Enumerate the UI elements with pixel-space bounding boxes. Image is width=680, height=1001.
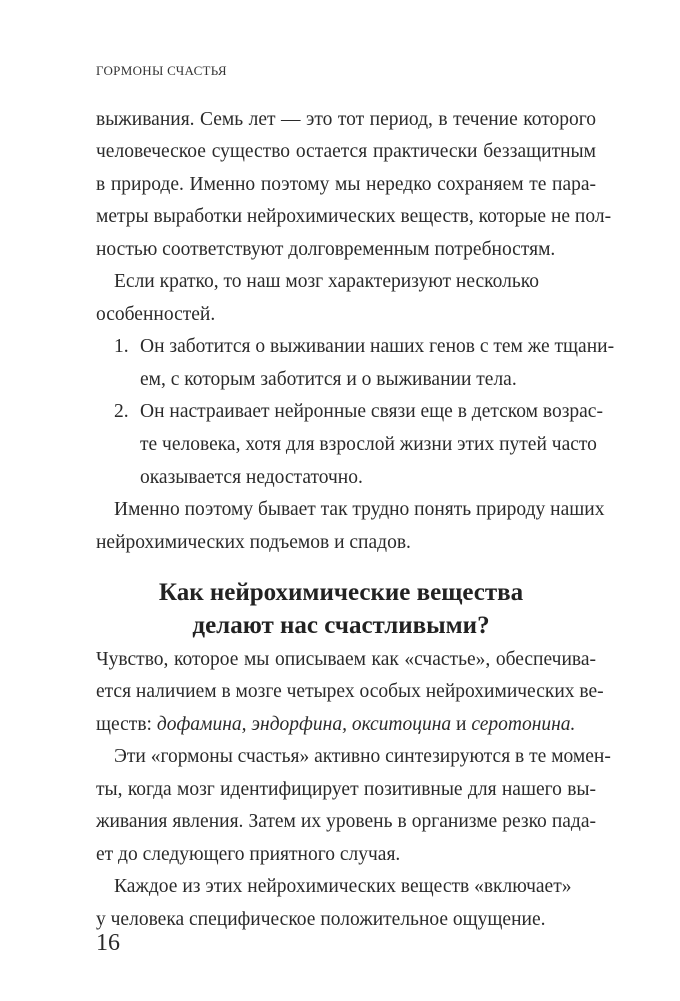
text-line: Чувство, которое мы описываем как «счастье», обеспечива- [96, 649, 596, 670]
text-line: Если кратко, то наш мозг характеризуют несколько [114, 271, 539, 292]
text-line: выживания. Семь лет — это тот период, в течение которого [96, 109, 596, 130]
list-number: 2. [114, 401, 129, 422]
page-number: 16 [96, 930, 120, 956]
separator: , [342, 714, 352, 735]
text-line: в природе. Именно поэтому мы нередко сохраняем те пара- [96, 174, 596, 195]
text-line: Эти «гормоны счастья» активно синтезируются в те момен- [114, 746, 611, 767]
text-line [96, 713, 596, 737]
separator: , [241, 714, 252, 735]
hormone-name: окситоцина [351, 714, 452, 735]
heading-line: делают нас счастливыми? [192, 612, 490, 639]
text-line: ет до следующего приятного случая. [96, 844, 401, 865]
text-line: Каждое из этих нейрохимических веществ «включает» [114, 876, 572, 897]
text-line: те человека, хотя для взрослой жизни этих путей часто [140, 434, 597, 455]
text-line: живания явления. Затем их уровень в организме резко пада- [96, 811, 596, 832]
text-line: особенностей. [96, 304, 216, 325]
text-line: ты, когда мозг идентифицирует позитивные для нашего вы- [96, 779, 596, 800]
heading-line: Как нейрохимические вещества [158, 579, 524, 606]
hormone-name: эндорфина [251, 714, 343, 735]
hormone-name: серотонина [471, 714, 571, 735]
text-line: Именно поэтому бывает так трудно понять природу наших [114, 499, 605, 520]
text-line: у человека специфическое положительное ощущение. [96, 909, 546, 930]
text-line: Он настраивает нейронные связи еще в детском возрас- [140, 401, 603, 422]
text-line: Он заботится о выживании наших генов с тем же тщани- [140, 336, 615, 357]
text-line: нейрохимических подъемов и спадов. [96, 532, 411, 553]
list-number: 1. [114, 336, 129, 357]
running-header: ГОРМОНЫ СЧАСТЬЯ [96, 63, 227, 78]
hormone-name: дофамина [156, 714, 242, 735]
text-line: ется наличием в мозге четырех особых нейрохимических ве- [96, 681, 604, 702]
text-line: человеческое существо остается практически беззащитным [96, 141, 596, 162]
text: и [451, 714, 472, 735]
list-item [114, 335, 615, 359]
text-line: метры выработки нейрохимических веществ, которые не пол- [96, 206, 612, 227]
text-line: оказывается недостаточно. [140, 467, 363, 488]
list-item [114, 400, 603, 424]
text-line: ем, с которым заботится и о выживании тела. [140, 369, 517, 390]
text-line: ностью соответствуют долговременным потребностям. [96, 239, 556, 260]
text: . [570, 714, 576, 735]
text: ществ: [96, 714, 157, 735]
